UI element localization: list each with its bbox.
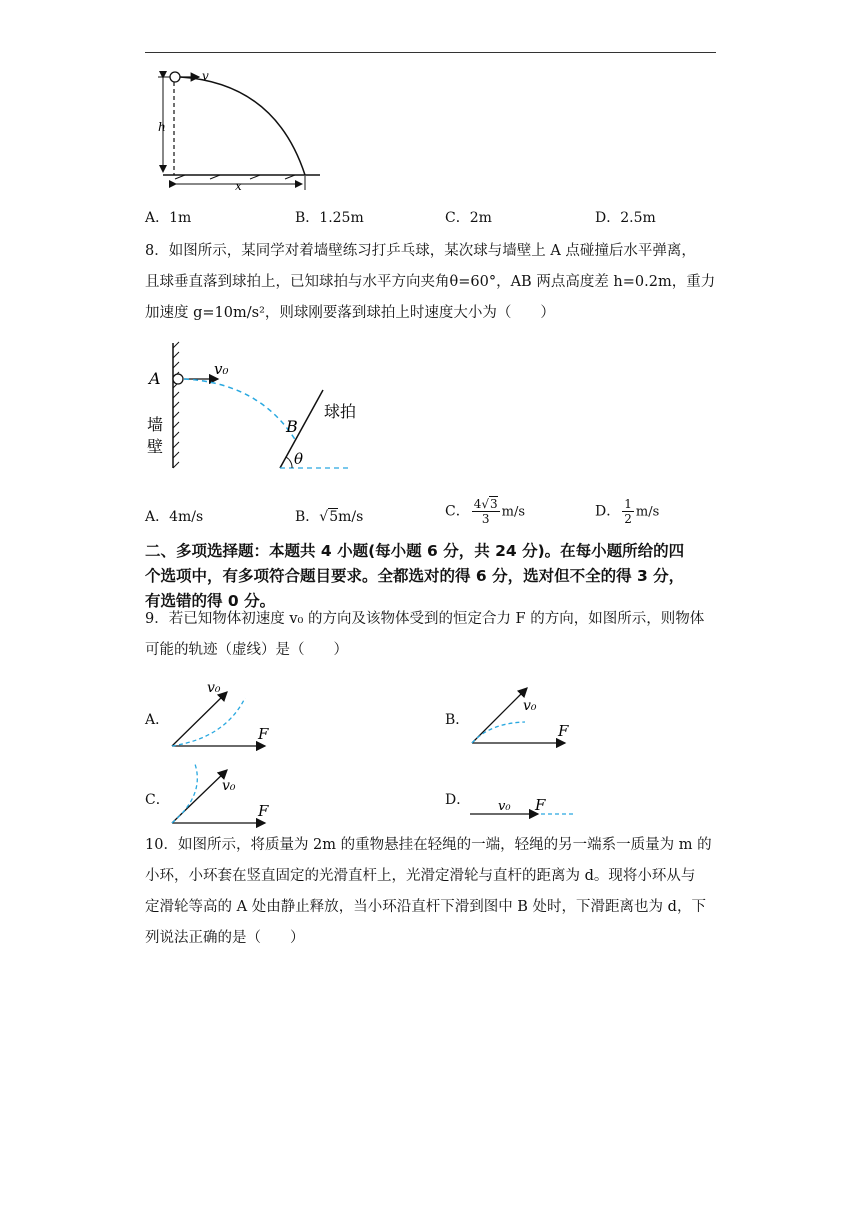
fraction bbox=[622, 497, 634, 526]
sqrt-symbol: √ bbox=[319, 509, 329, 525]
option-text: 4m/s bbox=[169, 509, 204, 525]
q7-v-label: v bbox=[202, 69, 209, 83]
q9-option-c-figure bbox=[165, 760, 275, 830]
fraction-denominator: 2 bbox=[624, 512, 632, 526]
q8-label-wall-1: 墙 bbox=[147, 415, 164, 434]
coef: 4 bbox=[473, 497, 482, 511]
q8-question bbox=[145, 236, 720, 329]
q9-option-a-figure bbox=[165, 676, 275, 751]
fraction bbox=[472, 497, 500, 526]
option-letter: A． bbox=[145, 509, 170, 525]
option-text: 2m bbox=[469, 210, 492, 226]
header-rule bbox=[145, 52, 716, 53]
q9-line-1: 9．若已知物体初速度 v₀ 的方向及该物体受到的恒定合力 F 的方向，如图所示，则物体 bbox=[145, 611, 705, 627]
q9-option-c-letter[interactable]: C． bbox=[145, 792, 170, 808]
option-text: 2.5m bbox=[620, 210, 656, 226]
q10-line-4: 列说法正确的是（ ） bbox=[145, 930, 305, 946]
v0-label: v₀ bbox=[523, 698, 537, 714]
fraction-numerator: 4√3 bbox=[473, 497, 498, 511]
section-2-line-3: 有选错的得 0 分。 bbox=[145, 592, 276, 610]
f-label: F bbox=[558, 722, 569, 740]
option-unit: m/s bbox=[501, 504, 526, 520]
q10-line-2: 小环，小环套在竖直固定的光滑直杆上，光滑定滑轮与直杆的距离为 d。现将小环从与 bbox=[145, 868, 696, 884]
option-unit: m/s bbox=[635, 504, 660, 520]
q10-line-3: 定滑轮等高的 A 处由静止释放，当小环沿直杆下滑到图中 B 处时，下滑距离也为 d，下 bbox=[145, 899, 706, 915]
q7-figure bbox=[155, 68, 325, 193]
q9-option-a-letter[interactable]: A． bbox=[145, 712, 170, 728]
q8-option-d[interactable] bbox=[595, 497, 659, 526]
f-label: F bbox=[258, 725, 269, 743]
v0-label: v₀ bbox=[222, 778, 236, 794]
section-2-line-1: 二、多项选择题：本题共 4 小题(每小题 6 分，共 24 分)。在每小题所给的四 bbox=[145, 542, 685, 560]
option-text: 1m bbox=[169, 210, 192, 226]
q10-line-1: 10．如图所示，将质量为 2m 的重物悬挂在轻绳的一端，轻绳的另一端系一质量为 m 的 bbox=[145, 837, 712, 853]
q8-label-b: B bbox=[286, 417, 298, 436]
q8-label-theta: θ bbox=[294, 450, 304, 468]
option-letter: C． bbox=[445, 210, 470, 226]
option-letter: A． bbox=[145, 210, 170, 226]
option-letter: D． bbox=[595, 503, 621, 520]
q9-line-2: 可能的轨迹（虚线）是（ ） bbox=[145, 642, 348, 658]
q9-option-b-letter[interactable]: B． bbox=[445, 712, 470, 728]
fraction-numerator: 1 bbox=[624, 497, 632, 511]
q9-question bbox=[145, 604, 720, 666]
q8-label-v0: v₀ bbox=[214, 360, 229, 378]
option-letter: D． bbox=[595, 210, 621, 226]
q7-option-b[interactable] bbox=[295, 209, 364, 227]
q8-line-3: 加速度 g=10m/s²，则球刚要落到球拍上时速度大小为（ ） bbox=[145, 305, 555, 321]
f-label: F bbox=[258, 802, 269, 820]
fraction-denominator: 3 bbox=[481, 512, 490, 526]
q8-figure bbox=[140, 338, 370, 478]
q8-line-2: 且球垂直落到球拍上，已知球拍与水平方向夹角θ=60°，AB 两点高度差 h=0.2m，重力 bbox=[145, 274, 716, 290]
section-2-heading bbox=[145, 539, 725, 614]
sqrt-value: 3 bbox=[490, 497, 498, 511]
f-label: F bbox=[535, 796, 546, 814]
q8-option-a[interactable] bbox=[145, 508, 203, 526]
v0-label: v₀ bbox=[207, 680, 221, 696]
option-text: 1.25m bbox=[319, 210, 364, 226]
option-unit: m/s bbox=[338, 509, 364, 525]
q10-question bbox=[145, 830, 720, 954]
v0-label: v₀ bbox=[498, 799, 511, 814]
q8-label-a: A bbox=[149, 369, 161, 388]
q7-option-d[interactable] bbox=[595, 209, 656, 227]
q8-label-wall-2: 壁 bbox=[147, 437, 164, 456]
q9-option-d-letter[interactable]: D． bbox=[445, 792, 471, 808]
sqrt-value: 5 bbox=[329, 509, 339, 525]
q8-option-b[interactable] bbox=[295, 508, 363, 526]
q8-line-1: 8．如图所示，某同学对着墙壁练习打乒乓球，某次球与墙壁上 A 点碰撞后水平弹离， bbox=[145, 243, 696, 259]
option-letter: B． bbox=[295, 210, 320, 226]
section-2-line-2: 个选项中，有多项符合题目要求。全都选对的得 6 分，选对但不全的得 3 分， bbox=[145, 567, 685, 585]
q9-option-b-figure bbox=[465, 680, 575, 750]
q8-option-c[interactable] bbox=[445, 497, 525, 526]
option-letter: C． bbox=[445, 503, 470, 520]
q9-option-d-figure bbox=[465, 795, 580, 820]
q8-label-racket: 球拍 bbox=[324, 402, 357, 421]
q7-option-a[interactable] bbox=[145, 209, 191, 227]
q7-h-label: h bbox=[158, 120, 166, 134]
option-letter: B． bbox=[295, 509, 320, 525]
q7-x-label: x bbox=[235, 179, 242, 193]
q7-option-c[interactable] bbox=[445, 209, 492, 227]
